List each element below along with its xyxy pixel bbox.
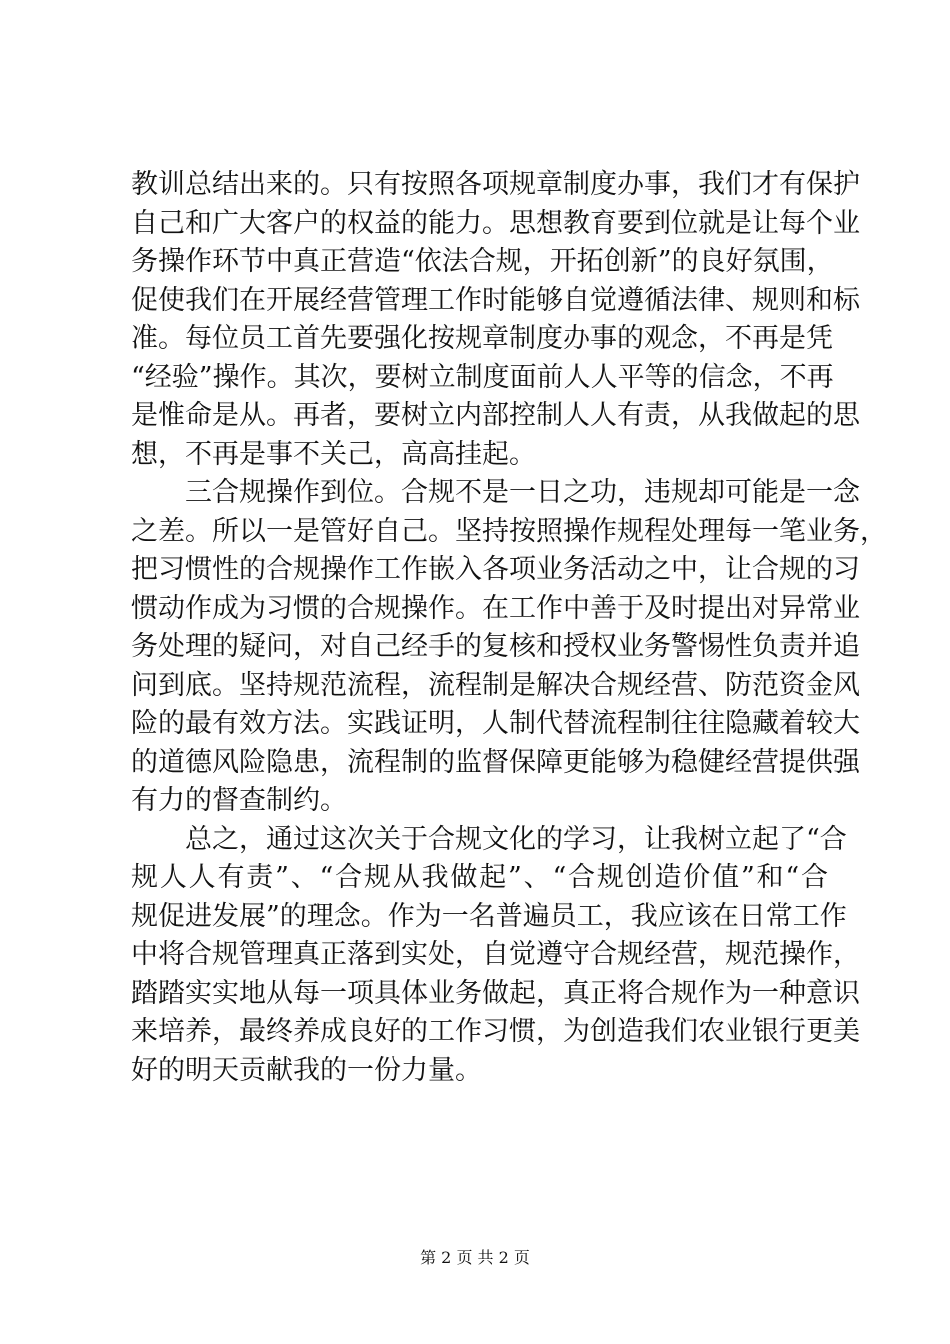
text-line: 规人人有责”、“合规从我做起”、“合规创造价值”和“合 bbox=[131, 862, 828, 893]
text-line: 是惟命是从。再者，要树立内部控制人人有责，从我做起的思 bbox=[131, 400, 860, 431]
text-line: 想，不再是事不关己，高高挂起。 bbox=[131, 438, 536, 470]
text-line: 教训总结出来的。只有按照各项规章制度办事，我们才有保护 bbox=[131, 169, 860, 200]
text-line: 险的最有效方法。实践证明，人制代替流程制往往隐藏着较大 bbox=[131, 708, 860, 739]
text-line: 促使我们在开展经营管理工作时能够自觉遵循法律、规则和标 bbox=[131, 284, 860, 316]
text-line: 有力的督查制约。 bbox=[131, 785, 347, 816]
text-line: 的道德风险隐患，流程制的监督保障更能够为稳健经营提供强 bbox=[131, 746, 860, 778]
text-line: 规促进发展”的理念。作为一名普遍员工，我应该在日常工作 bbox=[131, 900, 847, 932]
text-line: 自己和广大客户的权益的能力。思想教育要到位就是让每个业 bbox=[131, 207, 860, 239]
text-line: 好的明天贡献我的一份力量。 bbox=[131, 1054, 482, 1086]
text-line: “经验”操作。其次，要树立制度面前人人平等的信念，不再 bbox=[131, 361, 834, 393]
text-line: 把习惯性的合规操作工作嵌入各项业务活动之中，让合规的习 bbox=[131, 554, 860, 585]
text-line: 问到底。坚持规范流程，流程制是解决合规经营、防范资金风 bbox=[131, 669, 860, 701]
text-line: 中将合规管理真正落到实处，自觉遵守合规经营，规范操作， bbox=[131, 939, 860, 970]
text-line: 来培养，最终养成良好的工作习惯，为创造我们农业银行更美 bbox=[131, 1016, 860, 1047]
text-line: 务操作环节中真正营造“依法合规，开拓创新”的良好氛围， bbox=[131, 246, 834, 277]
text-line: 务处理的疑问，对自己经手的复核和授权业务警惕性负责并追 bbox=[131, 631, 860, 662]
text-line: 准。每位员工首先要强化按规章制度办事的观念，不再是凭 bbox=[131, 323, 833, 354]
text-line: 惯动作成为习惯的合规操作。在工作中善于及时提出对异常业 bbox=[131, 592, 860, 624]
document-body bbox=[131, 166, 887, 1090]
text-line: 总之，通过这次关于合规文化的学习，让我树立起了“合 bbox=[131, 823, 847, 855]
text-line: 之差。所以一是管好自己。坚持按照操作规程处理每一笔业务， bbox=[131, 515, 887, 547]
text-line: 三合规操作到位。合规不是一日之功，违规却可能是一念 bbox=[131, 477, 860, 508]
text-line: 踏踏实实地从每一项具体业务做起，真正将合规作为一种意识 bbox=[131, 977, 860, 1009]
page-number-footer: 第 2 页 共 2 页 bbox=[420, 1248, 530, 1267]
